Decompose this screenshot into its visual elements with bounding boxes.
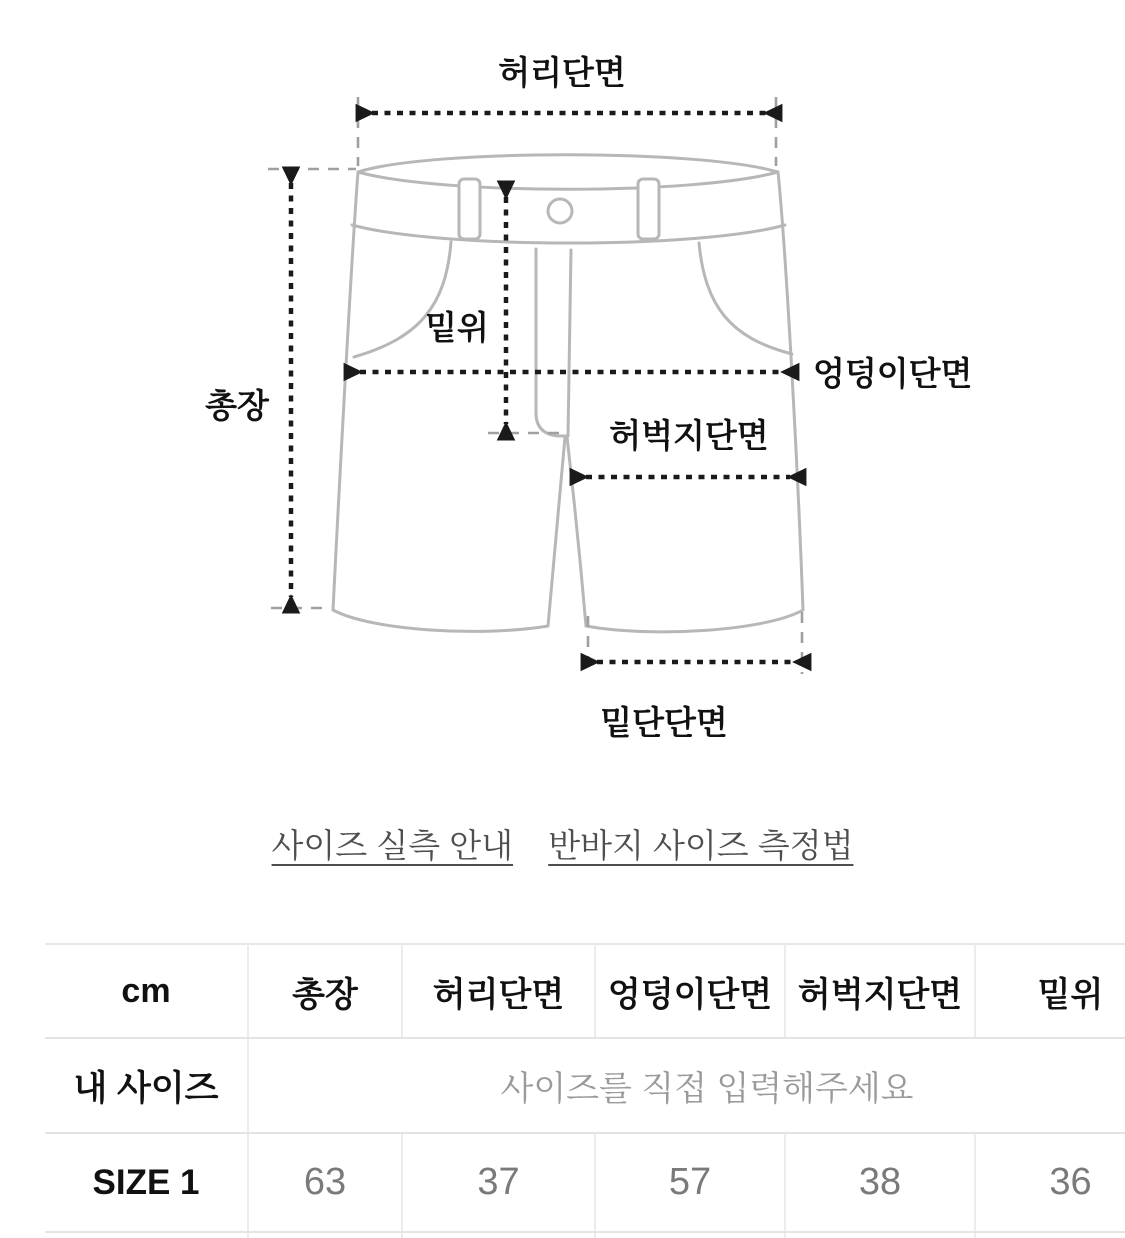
hem-width-label: 밑단단면 <box>600 704 728 741</box>
waistband-top-curve <box>358 155 778 172</box>
left-outer-seam <box>333 172 358 610</box>
left-belt-loop <box>459 179 480 239</box>
right-outer-seam <box>778 172 803 610</box>
fly-right-line <box>568 250 571 436</box>
right-pocket-curve <box>699 243 792 354</box>
waist-button <box>548 199 572 223</box>
my-size-input-placeholder[interactable]: 사이즈를 직접 입력해주세요 <box>248 1038 1125 1133</box>
left-hem <box>333 610 548 631</box>
col-header-waist: 허리단면 <box>402 944 595 1038</box>
size-table <box>45 943 1125 1238</box>
size-measure-guide-link[interactable]: 사이즈 실측 안내 <box>271 827 514 864</box>
shorts-measure-method-link[interactable]: 반바지 사이즈 측정법 <box>548 827 854 864</box>
col-header-length: 총장 <box>248 944 402 1038</box>
size1-row <box>45 1133 1125 1232</box>
my-size-row <box>45 1038 1125 1133</box>
partial-cell <box>45 1232 248 1238</box>
fly-left-line <box>536 249 566 436</box>
col-header-rise: 밑위 <box>975 944 1125 1038</box>
size1-label: SIZE 1 <box>45 1133 248 1232</box>
col-header-hip: 엉덩이단면 <box>595 944 785 1038</box>
partial-cell <box>248 1232 402 1238</box>
size1-waist-value: 37 <box>402 1133 595 1232</box>
my-size-label: 내 사이즈 <box>45 1038 248 1133</box>
right-inner-seam <box>567 437 586 626</box>
measurement-arrows <box>291 113 795 662</box>
size-guide-links <box>0 822 1125 870</box>
size1-thigh-value: 38 <box>785 1133 975 1232</box>
left-inner-seam <box>548 437 565 626</box>
col-header-thigh: 허벅지단면 <box>785 944 975 1038</box>
right-hem <box>586 610 803 632</box>
waist-width-label: 허리단면 <box>498 54 626 91</box>
partial-cell <box>402 1232 595 1238</box>
size-table-header-row <box>45 944 1125 1038</box>
partial-cell <box>975 1232 1125 1238</box>
size1-rise-value: 36 <box>975 1133 1125 1232</box>
partial-cell <box>785 1232 975 1238</box>
rise-label: 밑위 <box>425 309 489 346</box>
shorts-outline <box>333 155 803 632</box>
total-length-label: 총장 <box>205 387 269 424</box>
partial-next-row <box>45 1232 1125 1238</box>
unit-header-cell: cm <box>45 944 248 1038</box>
waistband-bottom-curve <box>352 225 785 243</box>
waistband-front-rim <box>358 172 778 189</box>
right-belt-loop <box>638 179 659 239</box>
size1-length-value: 63 <box>248 1133 402 1232</box>
size1-hip-value: 57 <box>595 1133 785 1232</box>
thigh-width-label: 허벅지단면 <box>609 417 769 454</box>
hip-width-label: 엉덩이단면 <box>813 355 973 392</box>
partial-cell <box>595 1232 785 1238</box>
